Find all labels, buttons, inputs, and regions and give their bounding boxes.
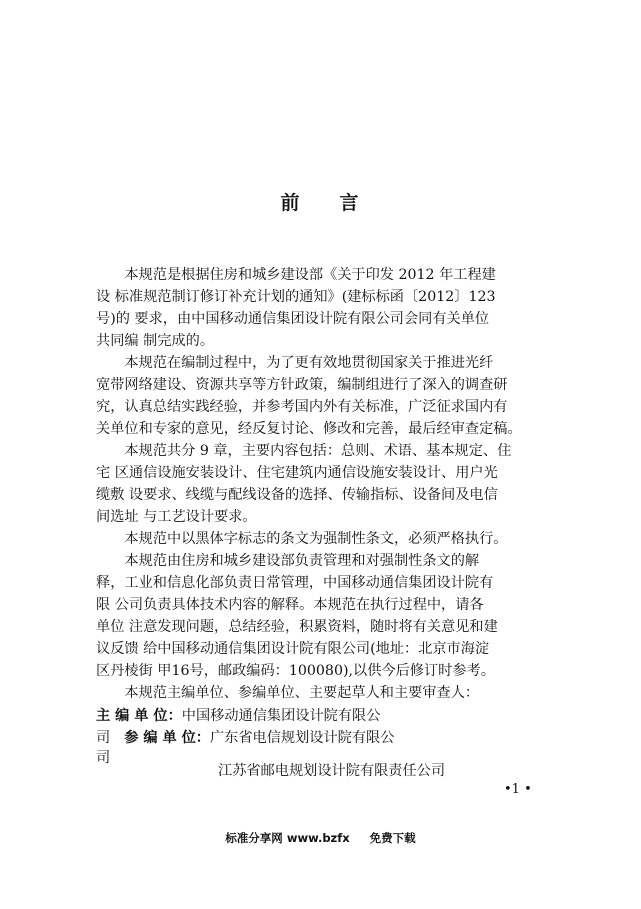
body-line: 宅 区通信设施安装设计、住宅建筑内通信设施安装设计、用户光	[96, 465, 498, 481]
body-line: 本规范主编单位、参编单位、主要起草人和主要审查人：	[96, 685, 480, 701]
body-line: 本规范中以黑体字标志的条文为强制性条文，必须严格执行。	[96, 531, 508, 547]
participant-unit	[96, 727, 556, 749]
page-number: •1 •	[504, 782, 532, 797]
preface-title-right: 言	[339, 192, 361, 214]
body-line: 设 标准规范制订修订补充计划的通知》(建标标函〔2012〕123	[96, 289, 496, 305]
participant-label: 参 编 单 位：	[124, 730, 210, 746]
body-line: 本规范在编制过程中，为了更有效地贯彻国家关于推进光纤	[96, 355, 494, 371]
body-line: 共同编 制完成的。	[96, 333, 215, 349]
body-line: 缆敷 设要求、线缆与配线设备的选择、传输指标、设备间及电信	[96, 487, 498, 503]
body-line: 本规范是根据住房和城乡建设部《关于印发 2012 年工程建	[96, 267, 496, 283]
third-unit: 江苏省邮电规划设计院有限责任公司	[218, 763, 446, 779]
body-line: 号)的 要求，由中国移动通信集团设计院有限公司会同有关单位	[96, 311, 490, 327]
body-line: 关单位和专家的意见，经反复讨论、修改和完善，最后经审查定稿。	[96, 421, 522, 437]
chief-editor-label: 主 编 单 位：	[96, 708, 182, 724]
chief-editor-wrap: 司	[96, 730, 111, 746]
preface-title-left: 前	[280, 192, 302, 214]
body-line: 究，认真总结实践经验，并参考国内外有关标准，广泛征求国内有	[96, 399, 508, 415]
chief-editor-value: 中国移动通信集团设计院有限公	[181, 708, 381, 724]
preface-title	[0, 188, 641, 215]
body-line: 限 公司负责具体技术内容的解释。本规范在执行过程中，请各	[96, 597, 484, 613]
footer-watermark: 标准分享网 www.bzfx 免费下载	[225, 831, 416, 845]
body-line: 释，工业和信息化部负责日常管理，中国移动通信集团设计院有	[96, 575, 494, 591]
participant-wrap: 司	[96, 750, 111, 766]
body-line: 区丹棱街 甲16号，邮政编码：100080),以供今后修订时参考。	[96, 663, 495, 679]
body-line: 本规范共分 9 章，主要内容包括：总则、术语、基本规定、住	[96, 443, 512, 459]
chief-editor-unit	[96, 705, 556, 727]
body-line: 间选址 与工艺设计要求。	[96, 509, 257, 525]
body-line: 宽带网络建设、资源共享等方针政策，编制组进行了深入的调查研	[96, 377, 508, 393]
participant-value: 广东省电信规划设计院有限公	[209, 730, 395, 746]
body-line: 单位 注意发现问题，总结经验，积累资料，随时将有关意见和建	[96, 619, 498, 635]
body-line: 议反馈 给中国移动通信集团设计院有限公司(地址：北京市海淀	[96, 641, 490, 657]
body-line: 本规范由住房和城乡建设部负责管理和对强制性条文的解	[96, 553, 480, 569]
